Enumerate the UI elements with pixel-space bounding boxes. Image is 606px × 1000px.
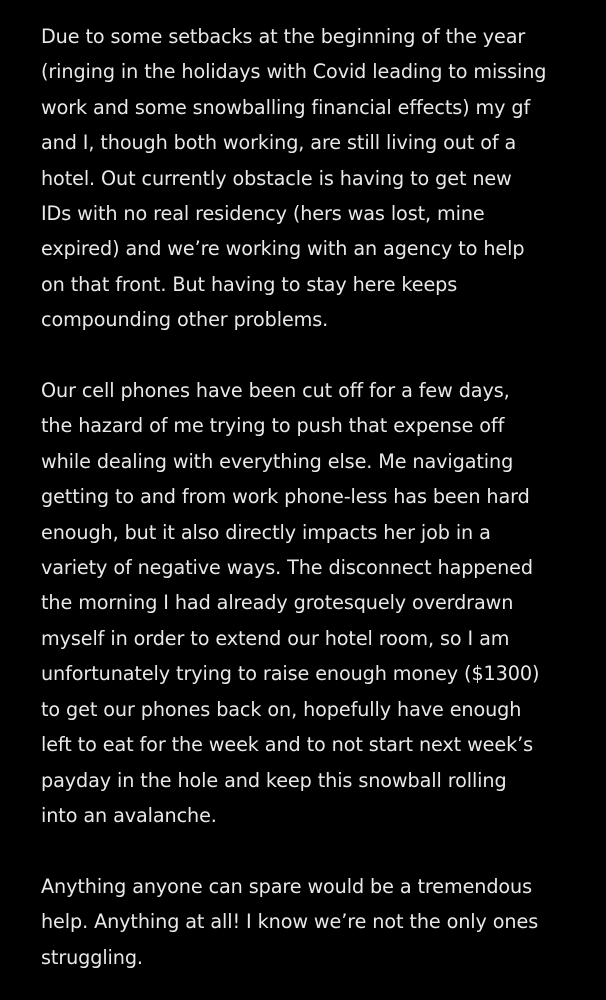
paragraph-setbacks xyxy=(41,19,578,338)
text-line: work and some snowballing financial effects) my gf xyxy=(41,95,531,119)
text-line: (ringing in the holidays with Covid leading to missing xyxy=(41,60,547,84)
text-line: left to eat for the week and to not start next week’s xyxy=(41,733,533,757)
text-line: and I, though both working, are still living out of a xyxy=(41,131,517,155)
text-line: expired) and we’re working with an agency to help xyxy=(41,237,525,261)
text-line: help. Anything at all! I know we’re not the only ones xyxy=(41,910,539,934)
text-line: hotel. Out currently obstacle is having to get new xyxy=(41,166,512,190)
paragraph-spacer xyxy=(41,833,578,868)
text-line: myself in order to extend our hotel room, so I am xyxy=(41,626,510,650)
paragraph-spacer xyxy=(41,338,578,373)
text-line: the hazard of me trying to push that expense off xyxy=(41,414,505,438)
text-line: enough, but it also directly impacts her job in a xyxy=(41,520,491,544)
text-line: the morning I had already grotesquely overdrawn xyxy=(41,591,514,615)
text-line: variety of negative ways. The disconnect happened xyxy=(41,556,533,580)
text-line: unfortunately trying to raise enough money ($1300) xyxy=(41,662,540,686)
text-line: while dealing with everything else. Me navigating xyxy=(41,449,514,473)
text-line: on that front. But having to stay here keeps xyxy=(41,272,458,296)
text-line: getting to and from work phone-less has been hard xyxy=(41,485,530,509)
text-line: compounding other problems. xyxy=(41,308,329,332)
text-line: Our cell phones have been cut off for a few days, xyxy=(41,379,510,403)
text-line: struggling. xyxy=(41,945,143,969)
text-line: into an avalanche. xyxy=(41,803,217,827)
text-line: payday in the hole and keep this snowball rolling xyxy=(41,768,507,792)
text-line: Anything anyone can spare would be a tremendous xyxy=(41,874,533,898)
text-line: IDs with no real residency (hers was lost, mine xyxy=(41,202,485,226)
paragraph-request xyxy=(41,869,578,975)
paragraph-phones xyxy=(41,373,578,833)
text-line: Due to some setbacks at the beginning of the year xyxy=(41,25,526,48)
text-line: to get our phones back on, hopefully have enough xyxy=(41,697,522,721)
